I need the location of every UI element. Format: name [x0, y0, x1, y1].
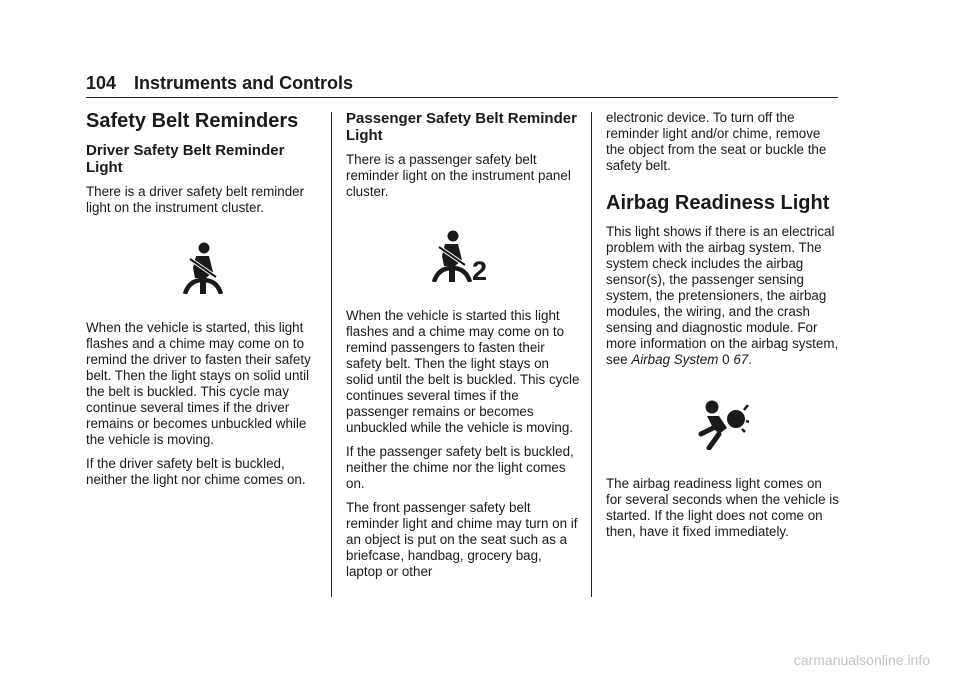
- airbag-readiness-on: The airbag readiness light comes on for several seconds when the vehicle is started. If the light does not come on then, have it fixed immediately.: [606, 476, 839, 539]
- column-3: [606, 110, 840, 548]
- driver-reminder-buckled: If the driver safety belt is buckled, neither the light nor chime comes on.: [86, 456, 306, 487]
- passenger-seatbelt-icon-wrap: [346, 230, 580, 282]
- seatbelt-icon: [183, 242, 223, 294]
- passenger-reminder-object: The front passenger safety belt reminder light and chime may turn on if an object is put on the seat such as a briefcase, handbag, grocery bag, laptop or other: [346, 500, 578, 579]
- page-ref-symbol: 0: [722, 352, 730, 367]
- page-ref-number[interactable]: 67: [733, 352, 749, 367]
- safety-belt-reminders-heading: Safety Belt Reminders: [86, 110, 299, 132]
- driver-seatbelt-icon-wrap: [86, 242, 320, 294]
- passenger-reminder-description: When the vehicle is started this light flashes and a chime may come on to remind passengers to fasten their safety belt. Then the light stays on solid until the belt is buckled. This cycle continues several times if the passenger remains or becomes unbuckled while the vehicle is moving.: [346, 308, 580, 435]
- watermark: carmanualsonline.info: [793, 652, 930, 668]
- header-rule: [86, 97, 838, 98]
- driver-reminder-description: When the vehicle is started, this light flashes and a chime may come on to remind the driver to fasten their safety belt. Then the light stays on solid until the belt is buckled. This cycle may continue several times if the driver remains or becomes unbuckled while the vehicle is moving.: [86, 320, 311, 447]
- passenger-reminder-intro: There is a passenger safety belt reminder light on the instrument panel cluster.: [346, 152, 571, 199]
- driver-reminder-intro: There is a driver safety belt reminder light on the instrument cluster.: [86, 184, 305, 215]
- airbag-description-text: This light shows if there is an electrical problem with the airbag system. The system check includes the airbag sensor(s), the passenger sensing system, the pretensioners, the airbag modules, the wiring, and the crash sensing and diagnostic module. For more information on the airbag system, see: [606, 224, 839, 367]
- passenger-badge-number: 2: [472, 256, 488, 282]
- passenger-seatbelt-icon: [432, 230, 494, 282]
- passenger-reminder-buckled: If the passenger safety belt is buckled, neither the chime nor the light comes on.: [346, 444, 574, 491]
- driver-reminder-subheading: Driver Safety Belt Reminder Light: [86, 142, 285, 176]
- airbag-icon: [697, 398, 749, 450]
- column-divider: [591, 112, 592, 597]
- airbag-readiness-heading: Airbag Readiness Light: [606, 192, 830, 214]
- passenger-reminder-continued: electronic device. To turn off the reminder light and/or chime, remove the object from the seat or buckle the safety belt.: [606, 110, 827, 173]
- airbag-system-link[interactable]: Airbag System: [631, 352, 719, 367]
- sentence-end: .: [748, 352, 752, 367]
- passenger-reminder-heading: Passenger Safety Belt Reminder Light: [346, 110, 577, 144]
- column-2: [346, 110, 580, 588]
- column-divider: [331, 112, 332, 597]
- column-1: [86, 110, 320, 496]
- page-header: [86, 72, 353, 94]
- airbag-readiness-description: [606, 224, 840, 368]
- section-title: Instruments and Controls: [134, 73, 354, 93]
- page-number: 104: [86, 73, 117, 93]
- airbag-icon-wrap: [606, 398, 840, 450]
